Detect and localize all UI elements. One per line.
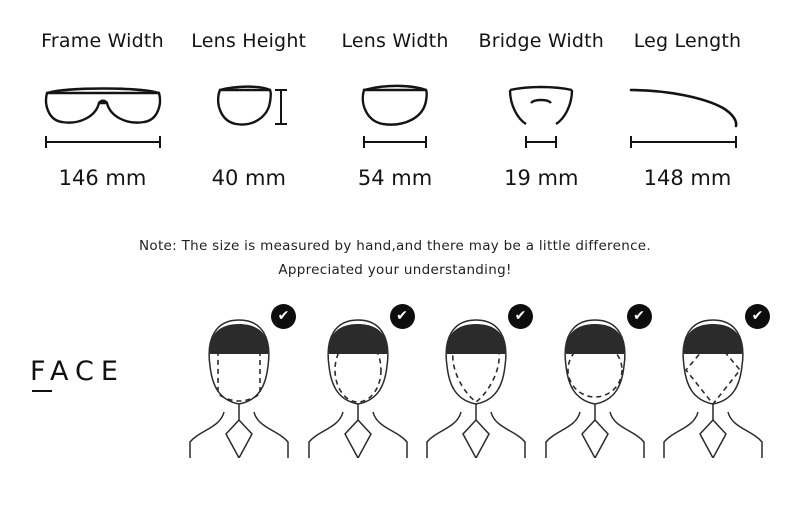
face-label-underline (32, 390, 52, 392)
leg-length-icon (623, 74, 753, 152)
check-icon: ✔ (508, 304, 533, 329)
spec-title: Leg Length (633, 30, 742, 52)
spec-title: Lens Width (341, 30, 449, 52)
spec-value: 148 mm (643, 166, 732, 190)
face-item-diamond (654, 308, 772, 458)
face-label-block (30, 308, 180, 392)
spec-bridge-width (469, 30, 614, 190)
face-label: FACE (30, 356, 125, 387)
face-item-square (180, 308, 298, 458)
frame-width-icon (38, 74, 168, 152)
note-line-1: Note: The size is measured by hand,and there may be a little difference. (138, 238, 651, 254)
spec-title: Lens Height (191, 30, 307, 52)
spec-lens-width (323, 30, 468, 190)
check-icon: ✔ (745, 304, 770, 329)
spec-leg-length (615, 30, 760, 190)
spec-title: Bridge Width (478, 30, 605, 52)
bridge-width-icon (476, 74, 606, 152)
check-icon: ✔ (627, 304, 652, 329)
face-section (0, 308, 790, 458)
face-item-heart (417, 308, 535, 458)
spec-title: Frame Width (41, 30, 164, 52)
lens-height-icon (184, 74, 314, 152)
note-line-2: Appreciated your understanding! (278, 262, 512, 278)
spec-value: 40 mm (211, 166, 286, 190)
spec-value: 146 mm (58, 166, 147, 190)
face-item-oval (299, 308, 417, 458)
check-icon: ✔ (271, 304, 296, 329)
size-note (0, 234, 790, 282)
lens-width-icon (330, 74, 460, 152)
face-item-round (536, 308, 654, 458)
measurement-row (0, 0, 790, 190)
spec-value: 19 mm (504, 166, 579, 190)
spec-lens-height (176, 30, 321, 190)
face-list (180, 308, 772, 458)
spec-frame-width (30, 30, 175, 190)
spec-value: 54 mm (357, 166, 433, 190)
check-icon: ✔ (390, 304, 415, 329)
